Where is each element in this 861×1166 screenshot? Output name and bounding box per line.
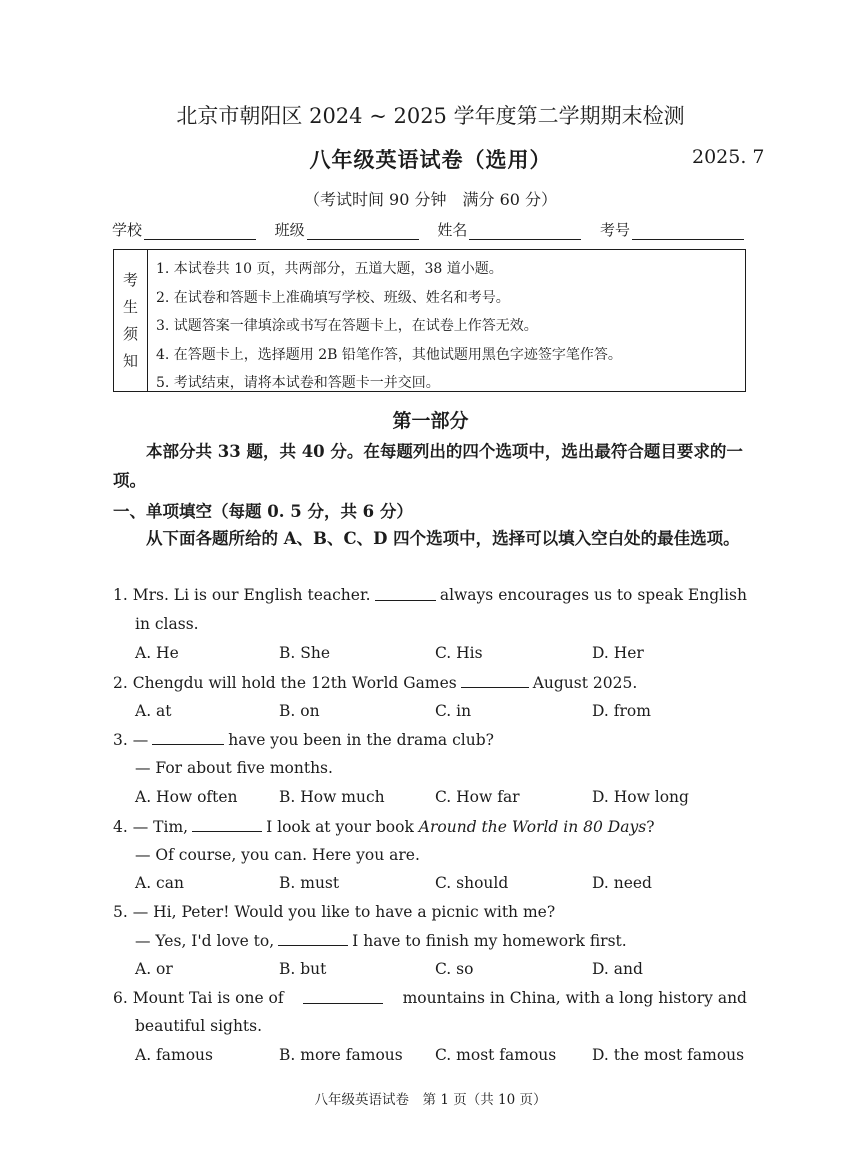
id-label: 考号: [599, 221, 630, 239]
student-info-row: [112, 219, 744, 240]
q5-reply: [135, 931, 627, 950]
q4-option-c: C. should: [435, 874, 509, 892]
q4-stem-after: I look at your book: [266, 818, 414, 836]
notice-item: 2. 在试卷和答题卡上准确填写学校、班级、姓名和考号。: [156, 289, 510, 306]
q4-blank: [192, 817, 262, 832]
name-label: 姓名: [437, 221, 468, 239]
class-label: 班级: [274, 221, 305, 239]
q2-stem-before: 2. Chengdu will hold the 12th World Games: [113, 674, 457, 692]
q6-stem-after: mountains in China, with a long history and: [402, 989, 747, 1007]
question-5-stem: 5. — Hi, Peter! Would you like to have a picnic with me?: [113, 903, 556, 921]
notice-item: 5. 考试结束，请将本试卷和答题卡一并交回。: [156, 375, 440, 391]
school-label: 学校: [112, 221, 143, 239]
notice-label-char: 须: [122, 324, 138, 343]
id-blank: [632, 223, 744, 240]
name-field: [437, 219, 581, 240]
exam-subtitle: （考试时间 90 分钟 满分 60 分）: [303, 190, 558, 209]
exam-title: 北京市朝阳区 2024 ~ 2025 学年度第二学期期末检测: [176, 104, 685, 128]
exam-notice-box: [113, 249, 746, 392]
q4-stem-before: 4. — Tim,: [113, 818, 189, 836]
exam-name: 八年级英语试卷（选用）: [309, 147, 552, 172]
q2-blank: [461, 673, 529, 688]
q3-reply: — For about five months.: [135, 759, 333, 777]
q6-blank: [303, 989, 383, 1004]
notice-label-char: 生: [122, 297, 138, 316]
q3-stem-before: 3. —: [113, 731, 149, 749]
name-blank: [469, 223, 581, 240]
q5-option-c: C. so: [435, 960, 474, 978]
q3-option-a: A. How often: [135, 788, 238, 806]
school-blank: [144, 223, 256, 240]
q1-option-d: D. Her: [592, 644, 644, 662]
q2-option-a: A. at: [135, 702, 172, 720]
q1-option-b: B. She: [279, 644, 331, 662]
notice-label-char: 考: [122, 270, 138, 289]
notice-item: 3. 试题答案一律填涂或书写在答题卡上，在试卷上作答无效。: [156, 318, 538, 334]
class-blank: [307, 223, 419, 240]
q6-stem-before: 6. Mount Tai is one of: [113, 989, 284, 1007]
notice-label: [114, 250, 148, 391]
q3-blank: [152, 730, 224, 745]
q3-option-c: C. How far: [435, 788, 520, 806]
q1-blank: [375, 586, 436, 601]
q6-stem-cont: beautiful sights.: [135, 1017, 263, 1035]
q5-reply-after: I have to finish my homework first.: [352, 932, 627, 950]
q5-option-a: A. or: [135, 960, 173, 978]
question-3-stem: [113, 730, 494, 749]
page-footer: 八年级英语试卷 第 1 页（共 10 页）: [314, 1092, 547, 1108]
q2-option-c: C. in: [435, 702, 472, 720]
section1-heading: 一、单项填空（每题 0. 5 分，共 6 分）: [113, 502, 413, 521]
q6-option-d: D. the most famous: [592, 1046, 745, 1064]
notice-item: 4. 在答题卡上，选择题用 2B 铅笔作答，其他试题用黑色字迹签字笔作答。: [156, 346, 622, 363]
part1-title: 第一部分: [392, 410, 469, 432]
q4-book-title: Around the World in 80 Days: [418, 818, 647, 836]
q2-option-d: D. from: [592, 702, 651, 720]
notice-items: [148, 250, 622, 391]
q1-stem-before: 1. Mrs. Li is our English teacher.: [113, 586, 371, 604]
question-1-stem: [113, 586, 747, 604]
q6-option-b: B. more famous: [279, 1046, 403, 1064]
q3-option-d: D. How long: [592, 788, 689, 806]
q4-reply: — Of course, you can. Here you are.: [135, 846, 420, 864]
notice-label-char: 知: [122, 351, 138, 370]
question-4-stem: [113, 817, 655, 836]
section1-instruction: 从下面各题所给的 A、B、C、D 四个选项中，选择可以填入空白处的最佳选项。: [146, 529, 740, 548]
question-2-stem: [113, 673, 637, 692]
q4-option-d: D. need: [592, 874, 652, 892]
q1-stem-after: always encourages us to speak English: [439, 586, 747, 604]
q5-option-b: B. but: [279, 960, 327, 978]
q1-option-a: A. He: [135, 644, 179, 662]
q6-option-a: A. famous: [135, 1046, 213, 1064]
q4-stem-end: ?: [646, 818, 655, 836]
q3-stem-after: have you been in the drama club?: [228, 731, 494, 749]
notice-item: 1. 本试卷共 10 页，共两部分，五道大题，38 道小题。: [156, 261, 503, 277]
q4-option-b: B. must: [279, 874, 340, 892]
q5-reply-before: — Yes, I'd love to,: [135, 932, 275, 950]
q3-option-b: B. How much: [279, 788, 385, 806]
q5-blank: [278, 931, 348, 946]
q2-stem-after: August 2025.: [532, 674, 638, 692]
q2-option-b: B. on: [279, 702, 320, 720]
part1-intro: 本部分共 33 题，共 40 分。在每题列出的四个选项中，选出最符合题目要求的一项。: [113, 442, 743, 490]
q1-stem-cont: in class.: [135, 615, 199, 633]
id-field: [600, 219, 744, 240]
exam-date: 2025. 7: [692, 146, 765, 168]
q4-option-a: A. can: [135, 874, 184, 892]
q6-option-c: C. most famous: [435, 1046, 557, 1064]
q5-option-d: D. and: [592, 960, 643, 978]
class-field: [275, 219, 419, 240]
q1-option-c: C. His: [435, 644, 483, 662]
question-6-stem: [113, 989, 747, 1007]
school-field: [112, 219, 256, 240]
